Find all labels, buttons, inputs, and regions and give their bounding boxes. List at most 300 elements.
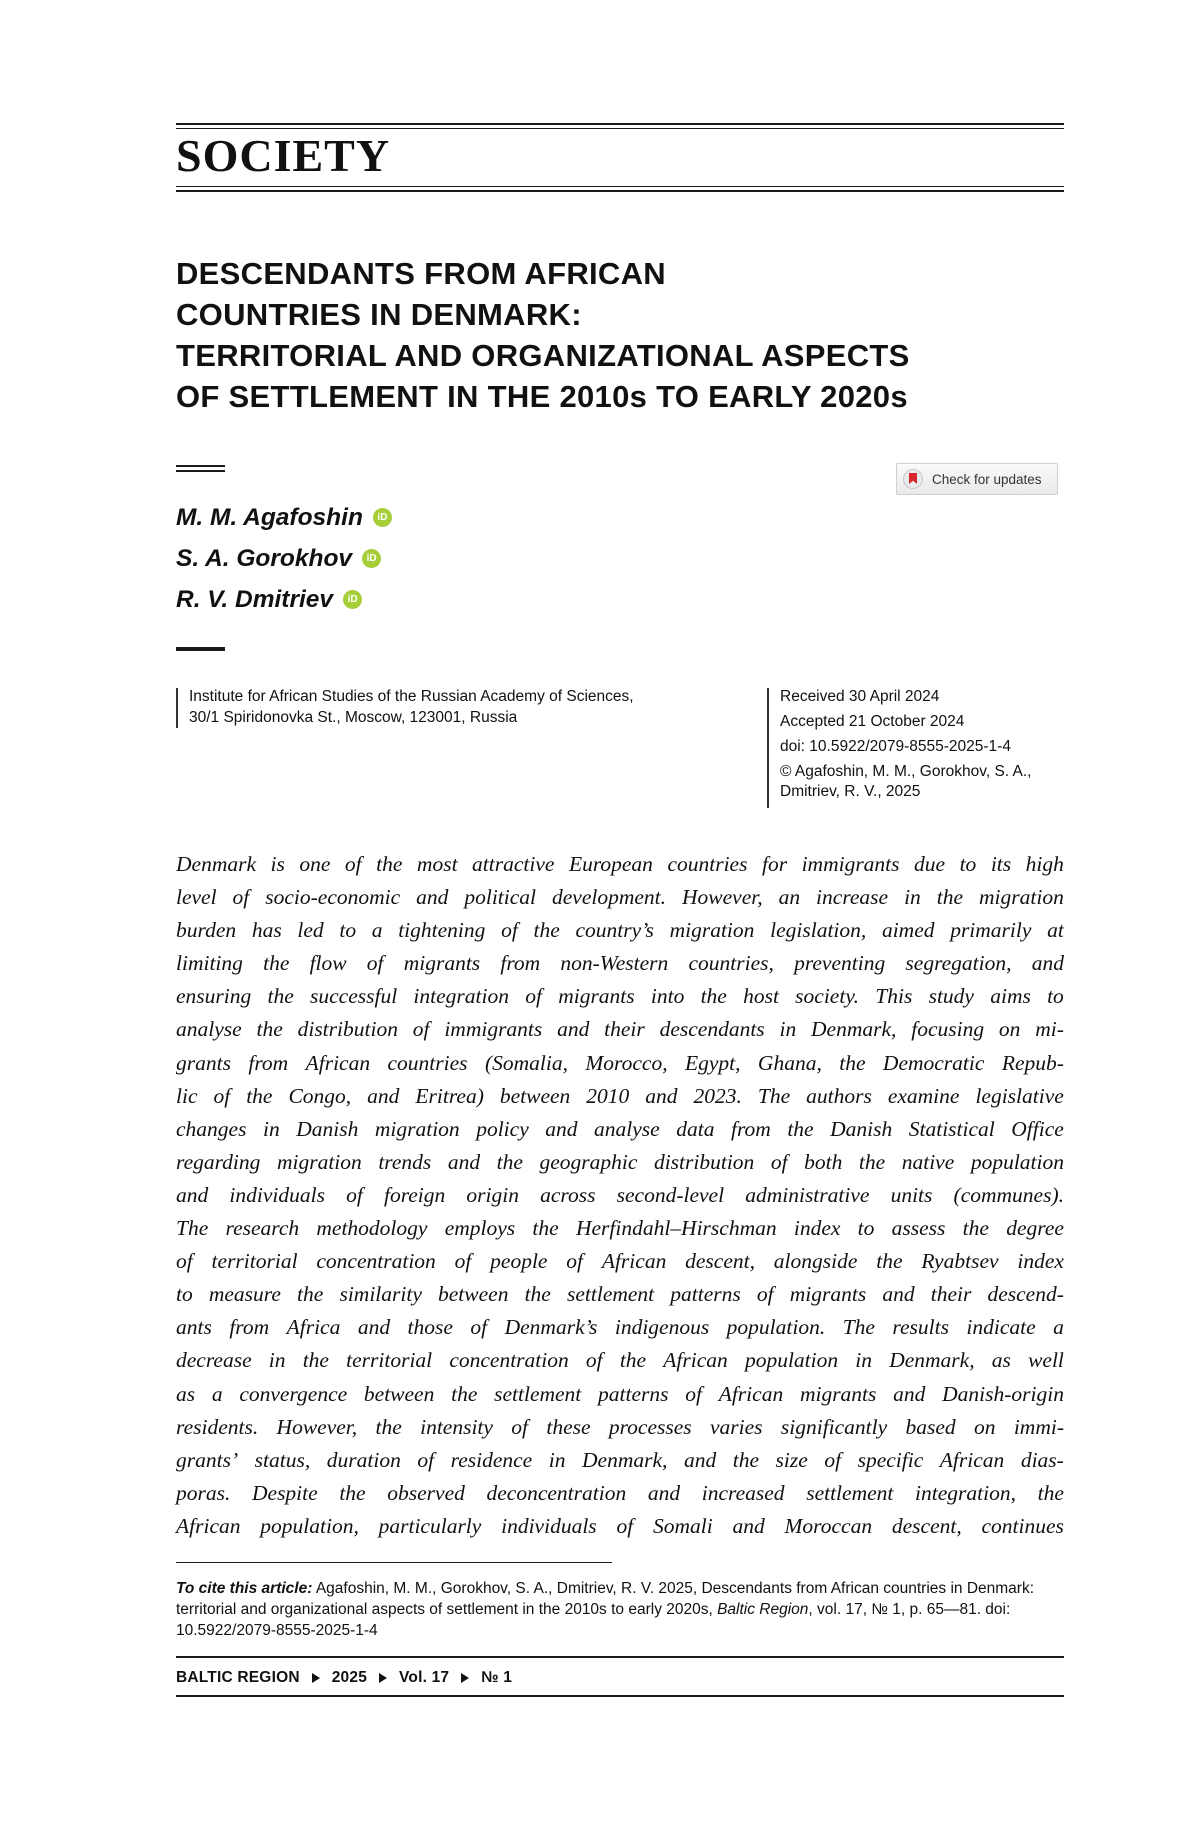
abstract-word: and bbox=[545, 1116, 578, 1141]
abstract-word: migrants bbox=[789, 1282, 867, 1307]
abstract-word: and bbox=[645, 1083, 678, 1108]
abstract-word: analyse bbox=[594, 1116, 660, 1141]
abstract-word: (Somalia, bbox=[484, 1050, 568, 1075]
citation-journal: Baltic Region bbox=[717, 1601, 809, 1618]
abstract-word: countries bbox=[667, 852, 748, 876]
abstract-line bbox=[176, 1146, 1064, 1179]
abstract-word: and bbox=[557, 1017, 590, 1042]
abstract-word: the bbox=[532, 1216, 559, 1241]
abstract-word: of bbox=[525, 984, 542, 1009]
abstract-word: of bbox=[585, 1348, 603, 1373]
abstract-word: of bbox=[501, 918, 518, 943]
abstract-word: alongside bbox=[773, 1249, 858, 1274]
abstract-line bbox=[176, 947, 1064, 980]
abstract-word: settlement bbox=[806, 1480, 894, 1505]
abstract-word: increase bbox=[816, 885, 889, 910]
abstract-word: Ghana, bbox=[757, 1050, 822, 1075]
section-top-rule-2 bbox=[176, 128, 1064, 129]
abstract-word: However, bbox=[276, 1414, 358, 1439]
abstract-word: Despite bbox=[252, 1480, 318, 1505]
abstract-word: the bbox=[858, 1149, 886, 1174]
abstract-word: segregation, bbox=[905, 951, 1012, 976]
abstract-word: of bbox=[366, 951, 384, 976]
abstract-word: most bbox=[416, 852, 458, 876]
abstract-word: indicate bbox=[966, 1315, 1036, 1340]
affiliation-line: Institute for African Studies of the Russian Academy of Sciences, bbox=[189, 688, 634, 705]
abstract-word: examine bbox=[887, 1083, 960, 1108]
abstract-word: and bbox=[416, 885, 449, 910]
running-footer bbox=[176, 1669, 512, 1687]
abstract-word: African bbox=[718, 1381, 784, 1406]
abstract-word: European bbox=[568, 852, 653, 876]
abstract-word: similarity bbox=[339, 1282, 422, 1307]
abstract-line bbox=[176, 1013, 1064, 1046]
author bbox=[176, 497, 392, 538]
abstract-word: to bbox=[1047, 984, 1064, 1009]
abstract-word: employs bbox=[444, 1216, 516, 1241]
abstract-word: and bbox=[732, 1513, 765, 1538]
abstract-word: authors bbox=[806, 1083, 872, 1108]
check-for-updates-button[interactable] bbox=[896, 463, 1058, 495]
abstract-word: significantly bbox=[780, 1414, 888, 1439]
abstract-word: policy bbox=[476, 1116, 529, 1141]
abstract-word: increased bbox=[701, 1480, 785, 1505]
abstract-word: immigrants bbox=[801, 852, 900, 876]
abstract-word: of bbox=[756, 1282, 774, 1307]
abstract-word: Danish bbox=[296, 1116, 359, 1141]
abstract-word: society. bbox=[795, 984, 860, 1009]
abstract-word: the bbox=[787, 1116, 814, 1141]
abstract-word: analyse bbox=[176, 1017, 242, 1042]
abstract-word: Denmark’s bbox=[504, 1315, 598, 1340]
crossmark-icon bbox=[903, 469, 923, 489]
abstract-word: countries, bbox=[688, 951, 774, 976]
authors-top-rule-1 bbox=[176, 465, 225, 467]
footer-bottom-rule bbox=[176, 1695, 1064, 1697]
abstract-word: African bbox=[305, 1050, 371, 1075]
abstract-word: descent, bbox=[685, 1249, 755, 1274]
abstract-word: legislative bbox=[975, 1083, 1064, 1108]
abstract-word: individuals bbox=[229, 1182, 325, 1207]
abstract-word: results bbox=[892, 1315, 949, 1340]
abstract-word: tightening bbox=[398, 918, 486, 943]
abstract-word: convergence bbox=[239, 1381, 348, 1406]
abstract-word: the bbox=[263, 951, 290, 976]
abstract-line bbox=[176, 1047, 1064, 1080]
abstract-word: the bbox=[936, 885, 964, 910]
abstract-word: Egypt, bbox=[684, 1050, 741, 1075]
abstract-word: of bbox=[566, 1249, 584, 1274]
abstract-word: residence bbox=[450, 1447, 533, 1472]
accepted-date: Accepted 21 October 2024 bbox=[780, 713, 965, 730]
abstract-line bbox=[176, 980, 1064, 1013]
authors-bottom-rule bbox=[176, 647, 225, 651]
abstract-word: its bbox=[990, 852, 1012, 876]
abstract-word: duration bbox=[326, 1447, 401, 1472]
abstract-word: limiting bbox=[176, 951, 243, 976]
abstract-word: those bbox=[407, 1315, 453, 1340]
citation-rule bbox=[176, 1562, 612, 1563]
abstract-word: population, bbox=[260, 1513, 359, 1538]
abstract-word: of bbox=[685, 1381, 702, 1406]
author bbox=[176, 538, 392, 579]
abstract-word: deconcentration bbox=[486, 1480, 627, 1505]
abstract-word: individuals bbox=[501, 1513, 597, 1538]
abstract-line bbox=[176, 1179, 1064, 1212]
abstract-word: burden bbox=[176, 918, 237, 943]
abstract-word: Denmark, bbox=[811, 1017, 897, 1042]
article-dates bbox=[780, 684, 1070, 802]
abstract-word: political bbox=[464, 885, 537, 910]
abstract-word: methodology bbox=[316, 1216, 428, 1241]
abstract-word: African bbox=[663, 1348, 728, 1373]
footer-top-rule bbox=[176, 1656, 1064, 1658]
author-name: M. M. Agafoshin bbox=[176, 503, 363, 531]
footer-volume: Vol. 17 bbox=[399, 1669, 450, 1686]
abstract-word: to bbox=[339, 918, 357, 943]
abstract-word: measure bbox=[208, 1282, 281, 1307]
abstract-word: and bbox=[176, 1182, 209, 1207]
abstract-word: of bbox=[176, 1249, 193, 1274]
abstract-word: Denmark, bbox=[889, 1348, 975, 1373]
abstract-word: well bbox=[1028, 1348, 1064, 1373]
abstract-line bbox=[176, 1278, 1064, 1311]
abstract-word: descendants bbox=[659, 1017, 765, 1042]
section-title: SOCIETY bbox=[176, 130, 391, 181]
footer-issue: № 1 bbox=[481, 1669, 513, 1686]
abstract-word: index bbox=[1017, 1249, 1064, 1274]
abstract-word: data bbox=[676, 1116, 715, 1141]
abstract-word: an bbox=[778, 885, 801, 910]
abstract-line bbox=[176, 1444, 1064, 1477]
affiliation bbox=[189, 686, 709, 728]
abstract-word: patterns bbox=[670, 1282, 741, 1307]
abstract-word: decrease bbox=[176, 1348, 252, 1373]
abstract-word: and bbox=[647, 1480, 681, 1505]
abstract-word: on bbox=[998, 1017, 1021, 1042]
citation bbox=[176, 1578, 1076, 1641]
abstract-line bbox=[176, 1311, 1064, 1344]
abstract-word: migration bbox=[979, 885, 1064, 910]
abstract-word: The bbox=[842, 1315, 875, 1340]
abstract-word: Repub- bbox=[1001, 1050, 1064, 1075]
abstract-line bbox=[176, 1080, 1064, 1113]
check-for-updates-label: Check for updates bbox=[932, 471, 1042, 487]
abstract-word: and bbox=[357, 1315, 391, 1340]
abstract-word: and bbox=[367, 1083, 400, 1108]
abstract-word: Congo, bbox=[288, 1083, 352, 1108]
citation-text: Agafoshin, M. M., Gorokhov, S. A., Dmitriev, R. V. 2025, Descendants from African countries in Denmark: territorial and organizational aspects of settlement in the 2010s to early 2020s, bbox=[176, 1580, 1035, 1618]
author-name: R. V. Dmitriev bbox=[176, 585, 334, 613]
abstract-word: the bbox=[256, 1017, 283, 1042]
abstract-word: aimed bbox=[881, 918, 935, 943]
abstract-word: of bbox=[470, 1315, 488, 1340]
abstract-word: 2023. bbox=[693, 1083, 742, 1108]
abstract-word: grants’ bbox=[176, 1447, 239, 1472]
abstract-word: ensuring bbox=[176, 984, 252, 1009]
abstract-word: dias- bbox=[1020, 1447, 1064, 1472]
abstract-line bbox=[176, 1378, 1064, 1411]
abstract-word: the bbox=[246, 1083, 273, 1108]
abstract-word: socio-economic bbox=[265, 885, 401, 910]
abstract-word: to bbox=[857, 1216, 875, 1241]
abstract-line bbox=[176, 914, 1064, 947]
copyright-line: Dmitriev, R. V., 2025 bbox=[780, 783, 921, 800]
abstract-line bbox=[176, 881, 1064, 914]
abstract-line bbox=[176, 1510, 1064, 1543]
abstract-word: foreign bbox=[383, 1182, 446, 1207]
abstract-word: of bbox=[616, 1513, 634, 1538]
orcid-icon[interactable]: iD bbox=[362, 549, 381, 568]
orcid-icon[interactable]: iD bbox=[373, 508, 392, 527]
abstract-word: the bbox=[496, 1149, 523, 1174]
abstract-line bbox=[176, 1477, 1064, 1510]
abstract-word: immi- bbox=[1013, 1414, 1064, 1439]
abstract-word: from bbox=[248, 1050, 289, 1075]
abstract-word: on bbox=[974, 1414, 996, 1439]
abstract-word: regarding bbox=[176, 1149, 261, 1174]
abstract-word: the bbox=[732, 1447, 759, 1472]
abstract-word: distribution bbox=[297, 1017, 398, 1042]
abstract-word: varies bbox=[710, 1414, 763, 1439]
abstract-word: Danish-origin bbox=[942, 1381, 1064, 1406]
abstract-word: high bbox=[1025, 852, 1064, 876]
abstract-word: in bbox=[268, 1348, 286, 1373]
abstract-word: as bbox=[176, 1381, 196, 1406]
abstract-word: due bbox=[914, 852, 946, 876]
abstract-word: focusing bbox=[911, 1017, 985, 1042]
abstract-word: intensity bbox=[420, 1414, 493, 1439]
abstract-word: settlement bbox=[566, 1282, 655, 1307]
abstract-line bbox=[176, 1212, 1064, 1245]
abstract-word: the bbox=[524, 1282, 551, 1307]
abstract-word: non-Western bbox=[560, 951, 669, 976]
copyright-line: © Agafoshin, M. M., Gorokhov, S. A., bbox=[780, 763, 1032, 780]
abstract-word: the bbox=[451, 1381, 478, 1406]
footer-journal: BALTIC REGION bbox=[176, 1669, 300, 1686]
abstract-word: successful bbox=[310, 984, 398, 1009]
abstract-word: into bbox=[650, 984, 685, 1009]
abstract-word: led bbox=[297, 918, 324, 943]
abstract-word: is bbox=[270, 852, 285, 876]
abstract-word: Eritrea) bbox=[415, 1083, 484, 1108]
abstract-word: the bbox=[1037, 1480, 1064, 1505]
affiliation-bar bbox=[176, 688, 178, 728]
abstract-word: the bbox=[375, 1414, 402, 1439]
abstract-word: residents. bbox=[176, 1414, 259, 1439]
abstract-word: patterns bbox=[598, 1381, 669, 1406]
abstract-word: specific bbox=[857, 1447, 924, 1472]
abstract-word: of bbox=[344, 852, 362, 876]
abstract-word: as bbox=[991, 1348, 1011, 1373]
abstract-word: grants bbox=[176, 1050, 231, 1075]
article-title-line: COUNTRIES IN DENMARK: bbox=[176, 297, 582, 332]
abstract-word: in bbox=[855, 1348, 873, 1373]
abstract-word: territorial bbox=[211, 1249, 298, 1274]
abstract-word: population bbox=[744, 1348, 839, 1373]
abstract-word: changes bbox=[176, 1116, 247, 1141]
abstract-word: Danish bbox=[830, 1116, 893, 1141]
abstract-word: the bbox=[533, 918, 560, 943]
abstract-word: and bbox=[683, 1447, 717, 1472]
section-bottom-rule-2 bbox=[176, 190, 1064, 192]
abstract-word: in bbox=[548, 1447, 566, 1472]
abstract-word: of bbox=[232, 885, 250, 910]
abstract-word: primarily bbox=[950, 918, 1032, 943]
article-title-line: DESCENDANTS FROM AFRICAN bbox=[176, 256, 666, 291]
abstract-word: and bbox=[447, 1149, 481, 1174]
abstract-word: flow bbox=[309, 951, 347, 976]
affiliation-line: 30/1 Spiridonovka St., Moscow, 123001, Russia bbox=[189, 709, 518, 726]
triangle-right-icon bbox=[379, 1673, 387, 1683]
abstract-word: of bbox=[770, 1149, 788, 1174]
abstract-word: population. bbox=[726, 1315, 826, 1340]
abstract-word: population bbox=[970, 1149, 1064, 1174]
authors-top-rule-2 bbox=[176, 470, 225, 472]
abstract-word: migrants bbox=[558, 984, 635, 1009]
abstract-word: mi- bbox=[1035, 1017, 1064, 1042]
abstract-word: Morocco, bbox=[585, 1050, 668, 1075]
abstract-word: native bbox=[901, 1149, 955, 1174]
abstract-word: both bbox=[804, 1149, 843, 1174]
copyright bbox=[780, 762, 1070, 802]
abstract-line bbox=[176, 1411, 1064, 1444]
abstract-word: these bbox=[546, 1414, 591, 1439]
abstract-word: lic bbox=[176, 1083, 198, 1108]
abstract-word: the bbox=[339, 1480, 366, 1505]
abstract-word: their bbox=[604, 1017, 645, 1042]
abstract-word: concentration bbox=[449, 1348, 569, 1373]
abstract-word: the bbox=[876, 1249, 903, 1274]
abstract-word: people bbox=[490, 1249, 548, 1274]
article-title-line: OF SETTLEMENT IN THE 2010s TO EARLY 2020s bbox=[176, 379, 908, 414]
citation-text-end: , vol. 17, № 1, p. 65—81. doi: 10.5922/2079-8555-2025-1-4 bbox=[176, 1601, 1011, 1639]
abstract-word: of bbox=[417, 1447, 435, 1472]
abstract-word: of bbox=[824, 1447, 842, 1472]
abstract-word: their bbox=[930, 1282, 972, 1307]
abstract-word: 2010 bbox=[586, 1083, 630, 1108]
abstract-word: observed bbox=[387, 1480, 465, 1505]
abstract-word: immigrants bbox=[444, 1017, 543, 1042]
abstract-word: in bbox=[904, 885, 921, 910]
abstract-word: African bbox=[601, 1249, 667, 1274]
abstract-word: of bbox=[511, 1414, 529, 1439]
abstract-line bbox=[176, 1245, 1064, 1278]
abstract-word: units bbox=[890, 1182, 933, 1207]
footer-year: 2025 bbox=[331, 1669, 368, 1686]
abstract-word: Democratic bbox=[882, 1050, 985, 1075]
abstract-word: assess bbox=[891, 1216, 946, 1241]
abstract-word: index bbox=[793, 1216, 841, 1241]
abstract-word: Office bbox=[1011, 1116, 1064, 1141]
abstract-word: from bbox=[730, 1116, 771, 1141]
citation-label: To cite this article: bbox=[176, 1580, 313, 1597]
dates-bar bbox=[767, 688, 769, 808]
abstract-word: of bbox=[412, 1017, 430, 1042]
abstract-word: development. bbox=[552, 885, 667, 910]
abstract-word: Denmark bbox=[176, 852, 257, 876]
abstract-line bbox=[176, 848, 1064, 881]
abstract-word: However, bbox=[682, 885, 763, 910]
abstract-word: level bbox=[176, 885, 217, 910]
section-top-rule-1 bbox=[176, 123, 1064, 125]
abstract-word: one bbox=[299, 852, 331, 876]
abstract-word: ants bbox=[176, 1315, 212, 1340]
abstract-word: integration bbox=[413, 984, 509, 1009]
abstract-line bbox=[176, 1344, 1064, 1377]
abstract-word: migrants bbox=[403, 951, 481, 976]
abstract-word: African bbox=[939, 1447, 1005, 1472]
abstract-word: migrants bbox=[799, 1381, 877, 1406]
abstract-word: distribution bbox=[653, 1149, 755, 1174]
abstract-word: of bbox=[454, 1249, 472, 1274]
abstract-word: has bbox=[251, 918, 282, 943]
article-title-line: TERRITORIAL AND ORGANIZATIONAL ASPECTS bbox=[176, 338, 910, 373]
abstract-word: Denmark, bbox=[582, 1447, 668, 1472]
abstract-word: from bbox=[229, 1315, 270, 1340]
abstract-word: between bbox=[363, 1381, 435, 1406]
section-bottom-rule-1 bbox=[176, 186, 1064, 187]
abstract-word: the bbox=[297, 1282, 324, 1307]
abstract-word: poras. bbox=[176, 1480, 231, 1505]
article-title bbox=[176, 253, 1076, 417]
abstract-word: a bbox=[1053, 1315, 1064, 1340]
author bbox=[176, 579, 392, 620]
abstract-word: across bbox=[540, 1182, 596, 1207]
abstract-word: (communes). bbox=[953, 1182, 1064, 1207]
abstract-word: country’s bbox=[575, 918, 654, 943]
abstract-word: migration bbox=[276, 1149, 362, 1174]
abstract-word: descent, bbox=[891, 1513, 962, 1538]
abstract-word: integration, bbox=[915, 1480, 1016, 1505]
abstract-word: preventing bbox=[794, 951, 886, 976]
abstract-word: a bbox=[371, 918, 383, 943]
abstract-word: the bbox=[700, 984, 727, 1009]
abstract-word: size bbox=[775, 1447, 808, 1472]
abstract-word: descend- bbox=[987, 1282, 1064, 1307]
abstract-word: The bbox=[757, 1083, 791, 1108]
abstract-word: trends bbox=[378, 1149, 432, 1174]
abstract-word: geographic bbox=[539, 1149, 638, 1174]
abstract-word: of bbox=[346, 1182, 363, 1207]
abstract-word: aims bbox=[990, 984, 1031, 1009]
abstract-word: Herfindahl–Hirschman bbox=[575, 1216, 777, 1241]
abstract-word: status, bbox=[254, 1447, 311, 1472]
abstract-word: study bbox=[928, 984, 974, 1009]
abstract-word: Somali bbox=[652, 1513, 713, 1538]
abstract-word: between bbox=[499, 1083, 571, 1108]
orcid-icon[interactable]: iD bbox=[343, 590, 362, 609]
abstract-word: between bbox=[438, 1282, 509, 1307]
abstract-word: Moroccan bbox=[784, 1513, 873, 1538]
abstract-word: of bbox=[213, 1083, 231, 1108]
abstract bbox=[176, 848, 1064, 1543]
abstract-word: Statistical bbox=[908, 1116, 995, 1141]
abstract-word: processes bbox=[608, 1414, 692, 1439]
abstract-word: a bbox=[211, 1381, 223, 1406]
abstract-word: based bbox=[905, 1414, 956, 1439]
abstract-word: Africa bbox=[286, 1315, 341, 1340]
abstract-word: migration bbox=[669, 918, 755, 943]
abstract-word: and bbox=[893, 1381, 926, 1406]
doi[interactable]: doi: 10.5922/2079-8555-2025-1-4 bbox=[780, 738, 1011, 755]
author-list bbox=[176, 497, 392, 620]
abstract-word: This bbox=[875, 984, 913, 1009]
abstract-word: for bbox=[761, 852, 788, 876]
abstract-word: the bbox=[619, 1348, 647, 1373]
abstract-word: host bbox=[743, 984, 779, 1009]
abstract-word: the bbox=[302, 1348, 329, 1373]
